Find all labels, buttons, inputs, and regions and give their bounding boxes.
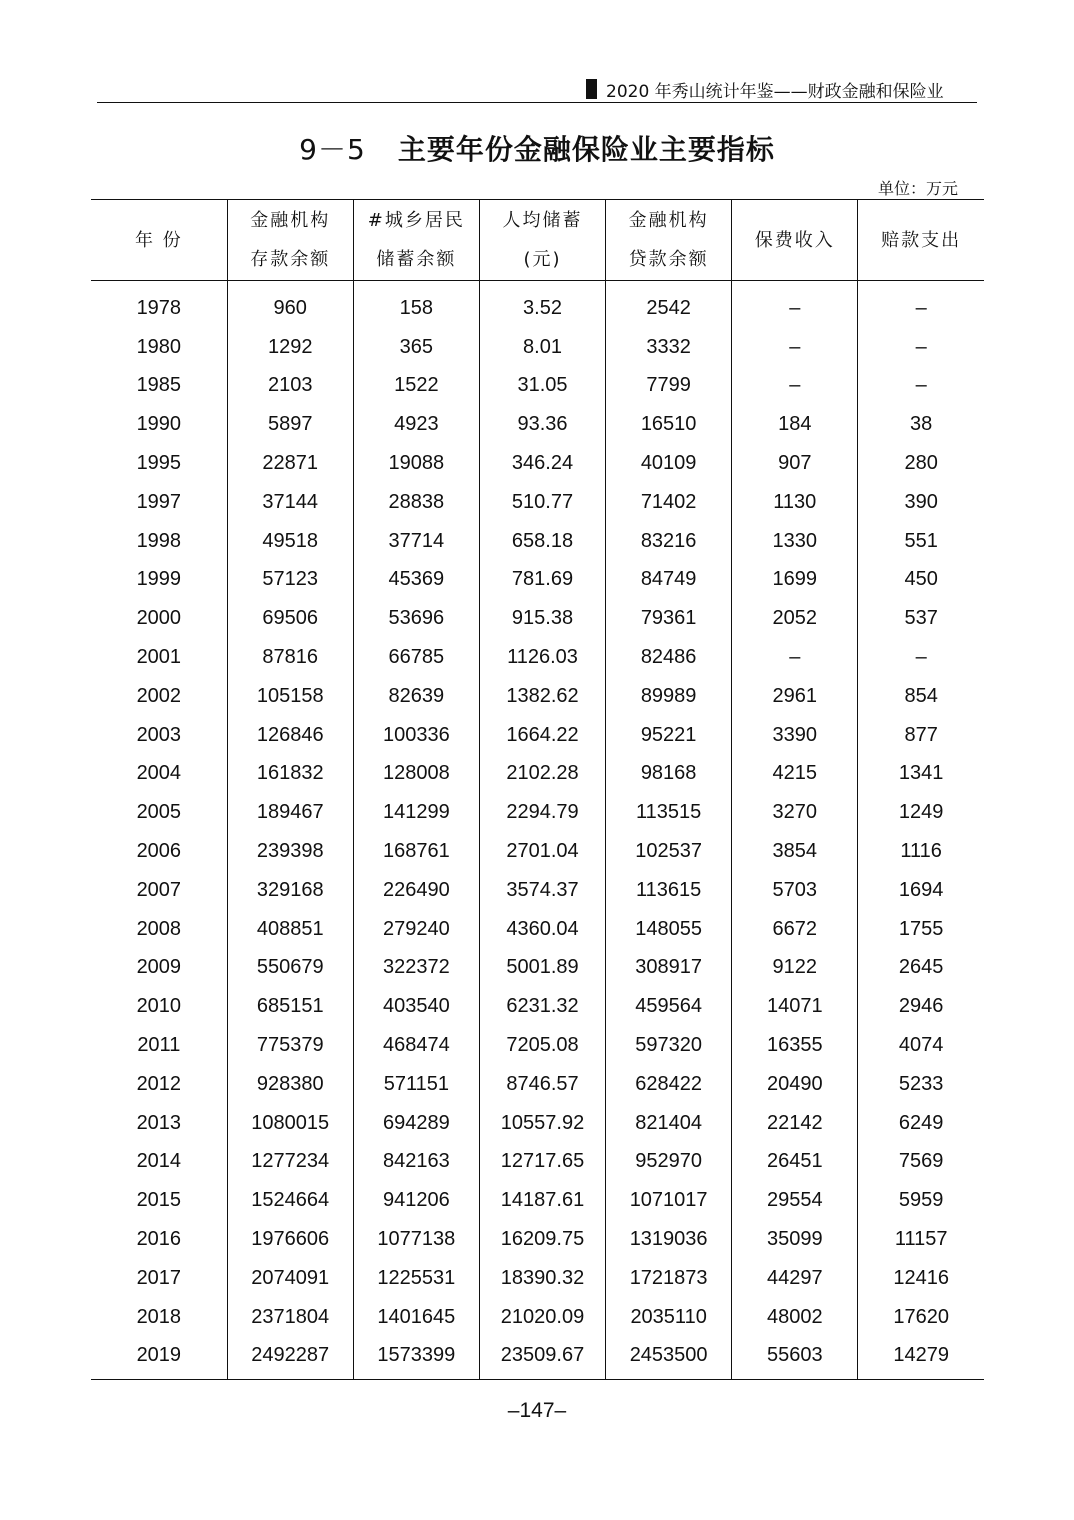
value-cell: 7799 <box>606 367 732 406</box>
year-cell: 2002 <box>136 684 182 707</box>
value-cell: 113515 <box>606 793 732 832</box>
table-row <box>91 716 984 755</box>
value-cell: 189467 <box>227 793 353 832</box>
value-cell: 2701.04 <box>479 832 605 871</box>
value-cell: 390 <box>858 483 984 522</box>
table-row <box>91 755 984 794</box>
column-header <box>353 200 479 281</box>
value-cell: 1277234 <box>227 1143 353 1182</box>
value-cell: 1341 <box>858 755 984 794</box>
value-cell: 19088 <box>353 444 479 483</box>
table-row <box>91 1259 984 1298</box>
year-cell: 2016 <box>136 1228 182 1251</box>
year-cell: 2011 <box>137 1034 181 1057</box>
table-row <box>91 793 984 832</box>
value-cell: 2645 <box>858 949 984 988</box>
table-row <box>91 1026 984 1065</box>
value-cell: 877 <box>858 716 984 755</box>
value-cell: 2103 <box>227 367 353 406</box>
header-row <box>91 200 984 281</box>
value-cell: – <box>858 638 984 677</box>
table-row <box>91 1181 984 1220</box>
value-cell: 571151 <box>353 1065 479 1104</box>
value-cell: 5959 <box>858 1181 984 1220</box>
table-number: 9－5 <box>299 133 366 166</box>
table-row <box>91 328 984 367</box>
year-cell: 2009 <box>136 956 182 979</box>
value-cell: 7205.08 <box>479 1026 605 1065</box>
value-cell: 1522 <box>353 367 479 406</box>
value-cell: 1330 <box>732 522 858 561</box>
value-cell: 158 <box>353 281 479 328</box>
value-cell: 2294.79 <box>479 793 605 832</box>
value-cell: 408851 <box>227 910 353 949</box>
value-cell: 102537 <box>606 832 732 871</box>
year-cell: 1998 <box>136 529 182 552</box>
table-header <box>91 200 984 281</box>
value-cell: 781.69 <box>479 561 605 600</box>
value-cell: 907 <box>732 444 858 483</box>
value-cell: 184 <box>732 405 858 444</box>
value-cell: 226490 <box>353 871 479 910</box>
column-header-line: 储蓄余额 <box>376 249 457 270</box>
value-cell: 53696 <box>353 599 479 638</box>
column-header <box>606 200 732 281</box>
value-cell: 83216 <box>606 522 732 561</box>
year-cell: 1990 <box>136 413 182 436</box>
table-row <box>91 871 984 910</box>
value-cell: – <box>732 281 858 328</box>
table-row <box>91 1220 984 1259</box>
value-cell: 71402 <box>606 483 732 522</box>
year-cell: 2004 <box>136 762 182 785</box>
value-cell: 17620 <box>858 1298 984 1337</box>
value-cell: 40109 <box>606 444 732 483</box>
value-cell: 49518 <box>227 522 353 561</box>
value-cell: 1694 <box>858 871 984 910</box>
value-cell: 14279 <box>858 1337 984 1380</box>
value-cell: 322372 <box>353 949 479 988</box>
table-row <box>91 367 984 406</box>
value-cell: 550679 <box>227 949 353 988</box>
value-cell: 9122 <box>732 949 858 988</box>
year-cell: 2012 <box>136 1072 182 1095</box>
value-cell: 7569 <box>858 1143 984 1182</box>
value-cell: 10557.92 <box>479 1104 605 1143</box>
value-cell: 685151 <box>227 987 353 1026</box>
value-cell: 16355 <box>732 1026 858 1065</box>
value-cell: 37144 <box>227 483 353 522</box>
value-cell: 3270 <box>732 793 858 832</box>
value-cell: 1080015 <box>227 1104 353 1143</box>
column-header <box>227 200 353 281</box>
value-cell: 14187.61 <box>479 1181 605 1220</box>
value-cell: 5703 <box>732 871 858 910</box>
value-cell: 1225531 <box>353 1259 479 1298</box>
value-cell: 12416 <box>858 1259 984 1298</box>
value-cell: 69506 <box>227 599 353 638</box>
value-cell: 11157 <box>858 1220 984 1259</box>
column-header <box>479 200 605 281</box>
value-cell: 8.01 <box>479 328 605 367</box>
value-cell: 18390.32 <box>479 1259 605 1298</box>
value-cell: 20490 <box>732 1065 858 1104</box>
value-cell: 2102.28 <box>479 755 605 794</box>
value-cell: – <box>732 367 858 406</box>
value-cell: 280 <box>858 444 984 483</box>
value-cell: 29554 <box>732 1181 858 1220</box>
value-cell: 161832 <box>227 755 353 794</box>
year-cell: 2019 <box>91 1337 227 1380</box>
value-cell: 98168 <box>606 755 732 794</box>
value-cell: 16510 <box>606 405 732 444</box>
table-row <box>91 483 984 522</box>
value-cell: 279240 <box>353 910 479 949</box>
table-row <box>91 638 984 677</box>
column-header-line: 保费收入 <box>754 229 835 251</box>
year-cell: 1999 <box>136 568 182 591</box>
value-cell: 38 <box>858 405 984 444</box>
value-cell: 82639 <box>353 677 479 716</box>
table-row <box>91 987 984 1026</box>
value-cell: 4923 <box>353 405 479 444</box>
header-block-mark <box>586 79 597 99</box>
value-cell: 1116 <box>858 832 984 871</box>
value-cell: 37714 <box>353 522 479 561</box>
value-cell: 148055 <box>606 910 732 949</box>
year-cell: 2014 <box>136 1150 182 1173</box>
value-cell: 95221 <box>606 716 732 755</box>
value-cell: 6672 <box>732 910 858 949</box>
column-header <box>91 200 227 281</box>
table-row <box>91 1337 984 1380</box>
value-cell: 551 <box>858 522 984 561</box>
value-cell: 960 <box>227 281 353 328</box>
column-header <box>858 200 984 281</box>
value-cell: 1976606 <box>227 1220 353 1259</box>
column-header-line: 存款余额 <box>250 249 331 270</box>
value-cell: 100336 <box>353 716 479 755</box>
table-row <box>91 405 984 444</box>
value-cell: 5233 <box>858 1065 984 1104</box>
table-row <box>91 281 984 328</box>
value-cell: 1721873 <box>606 1259 732 1298</box>
year-cell: 2000 <box>136 607 182 630</box>
value-cell: – <box>858 367 984 406</box>
value-cell: 1664.22 <box>479 716 605 755</box>
value-cell: 775379 <box>227 1026 353 1065</box>
value-cell: 3390 <box>732 716 858 755</box>
value-cell: 128008 <box>353 755 479 794</box>
value-cell: 3332 <box>606 328 732 367</box>
value-cell: 105158 <box>227 677 353 716</box>
value-cell: 89989 <box>606 677 732 716</box>
table-row <box>91 444 984 483</box>
value-cell: 2371804 <box>227 1298 353 1337</box>
value-cell: 6231.32 <box>479 987 605 1026</box>
value-cell: – <box>858 281 984 328</box>
value-cell: 23509.67 <box>479 1337 605 1380</box>
value-cell: 45369 <box>353 561 479 600</box>
value-cell: 55603 <box>732 1337 858 1380</box>
value-cell: – <box>732 328 858 367</box>
value-cell: 842163 <box>353 1143 479 1182</box>
value-cell: 3854 <box>732 832 858 871</box>
value-cell: 952970 <box>606 1143 732 1182</box>
value-cell: 22142 <box>732 1104 858 1143</box>
value-cell: 2035110 <box>606 1298 732 1337</box>
value-cell: 1524664 <box>227 1181 353 1220</box>
year-cell: 1985 <box>136 374 182 397</box>
value-cell: 26451 <box>732 1143 858 1182</box>
value-cell: 2946 <box>858 987 984 1026</box>
value-cell: 510.77 <box>479 483 605 522</box>
value-cell: 1071017 <box>606 1181 732 1220</box>
table-title-text: 主要年份金融保险业主要指标 <box>397 133 775 166</box>
value-cell: 8746.57 <box>479 1065 605 1104</box>
column-header-line: #城乡居民 <box>367 210 465 231</box>
year-cell: 2017 <box>136 1266 182 1289</box>
value-cell: 113615 <box>606 871 732 910</box>
value-cell: 329168 <box>227 871 353 910</box>
value-cell: 35099 <box>732 1220 858 1259</box>
year-cell: 2015 <box>136 1189 182 1212</box>
table-row <box>91 677 984 716</box>
value-cell: 4360.04 <box>479 910 605 949</box>
running-header-text: 2020 年秀山统计年鉴——财政金融和保险业 <box>606 81 944 102</box>
value-cell: 628422 <box>606 1065 732 1104</box>
year-cell: 1997 <box>136 490 182 513</box>
value-cell: 168761 <box>353 832 479 871</box>
value-cell: 239398 <box>227 832 353 871</box>
table-row <box>91 1065 984 1104</box>
value-cell: 16209.75 <box>479 1220 605 1259</box>
value-cell: 1077138 <box>353 1220 479 1259</box>
year-cell: 1978 <box>136 296 182 319</box>
table-title <box>0 128 1074 168</box>
value-cell: 14071 <box>732 987 858 1026</box>
table-row <box>91 599 984 638</box>
value-cell: 468474 <box>353 1026 479 1065</box>
page-number: –147– <box>507 1399 567 1422</box>
value-cell: 84749 <box>606 561 732 600</box>
value-cell: 21020.09 <box>479 1298 605 1337</box>
value-cell: 28838 <box>353 483 479 522</box>
value-cell: 3574.37 <box>479 871 605 910</box>
year-cell: 2018 <box>136 1305 182 1328</box>
value-cell: 450 <box>858 561 984 600</box>
header-rule <box>97 102 977 103</box>
value-cell: 126846 <box>227 716 353 755</box>
running-header <box>586 76 976 102</box>
table-row <box>91 1104 984 1143</box>
value-cell: 1319036 <box>606 1220 732 1259</box>
column-header-line: (元) <box>523 249 562 270</box>
value-cell: 4074 <box>858 1026 984 1065</box>
value-cell: 79361 <box>606 599 732 638</box>
value-cell: 5001.89 <box>479 949 605 988</box>
value-cell: 4215 <box>732 755 858 794</box>
value-cell: 346.24 <box>479 444 605 483</box>
table-row <box>91 949 984 988</box>
value-cell: 2052 <box>732 599 858 638</box>
value-cell: 6249 <box>858 1104 984 1143</box>
value-cell: 821404 <box>606 1104 732 1143</box>
year-cell: 2003 <box>136 723 182 746</box>
value-cell: 403540 <box>353 987 479 1026</box>
table-row <box>91 1143 984 1182</box>
year-cell: 2007 <box>136 878 182 901</box>
value-cell: 2453500 <box>606 1337 732 1380</box>
table-row <box>91 561 984 600</box>
value-cell: – <box>732 638 858 677</box>
value-cell: 12717.65 <box>479 1143 605 1182</box>
year-cell: 2005 <box>136 801 182 824</box>
year-cell: 2001 <box>136 646 182 669</box>
value-cell: 1699 <box>732 561 858 600</box>
column-header <box>732 200 858 281</box>
value-cell: 2542 <box>606 281 732 328</box>
value-cell: 141299 <box>353 793 479 832</box>
finance-insurance-table <box>91 199 984 1380</box>
value-cell: 48002 <box>732 1298 858 1337</box>
value-cell: 941206 <box>353 1181 479 1220</box>
value-cell: 308917 <box>606 949 732 988</box>
value-cell: 57123 <box>227 561 353 600</box>
value-cell: 1292 <box>227 328 353 367</box>
column-header-line: 金融机构 <box>250 210 331 231</box>
value-cell: 87816 <box>227 638 353 677</box>
value-cell: 854 <box>858 677 984 716</box>
value-cell: 31.05 <box>479 367 605 406</box>
value-cell: 915.38 <box>479 599 605 638</box>
year-cell: 2013 <box>136 1111 182 1134</box>
year-cell: 2010 <box>136 995 182 1018</box>
value-cell: 1126.03 <box>479 638 605 677</box>
column-header-line: 年 份 <box>134 229 183 251</box>
value-cell: – <box>858 328 984 367</box>
column-header-line: 贷款余额 <box>628 249 709 270</box>
value-cell: 1382.62 <box>479 677 605 716</box>
value-cell: 44297 <box>732 1259 858 1298</box>
value-cell: 1130 <box>732 483 858 522</box>
value-cell: 365 <box>353 328 479 367</box>
year-cell: 1995 <box>136 452 182 475</box>
value-cell: 459564 <box>606 987 732 1026</box>
table-row <box>91 910 984 949</box>
value-cell: 2492287 <box>227 1337 353 1380</box>
value-cell: 1755 <box>858 910 984 949</box>
table-row <box>91 832 984 871</box>
year-cell: 2006 <box>136 840 182 863</box>
table-row <box>91 522 984 561</box>
value-cell: 1249 <box>858 793 984 832</box>
value-cell: 2074091 <box>227 1259 353 1298</box>
value-cell: 537 <box>858 599 984 638</box>
value-cell: 658.18 <box>479 522 605 561</box>
value-cell: 694289 <box>353 1104 479 1143</box>
table-body <box>91 281 984 1380</box>
value-cell: 3.52 <box>479 281 605 328</box>
table-row <box>91 1298 984 1337</box>
value-cell: 93.36 <box>479 405 605 444</box>
value-cell: 82486 <box>606 638 732 677</box>
value-cell: 928380 <box>227 1065 353 1104</box>
value-cell: 5897 <box>227 405 353 444</box>
column-header-line: 金融机构 <box>628 210 709 231</box>
year-cell: 2008 <box>136 917 182 940</box>
value-cell: 2961 <box>732 677 858 716</box>
value-cell: 66785 <box>353 638 479 677</box>
column-header-line: 赔款支出 <box>881 229 962 251</box>
value-cell: 22871 <box>227 444 353 483</box>
year-cell: 1980 <box>136 335 182 358</box>
unit-label: 单位：万元 <box>877 179 958 198</box>
value-cell: 1573399 <box>353 1337 479 1380</box>
value-cell: 597320 <box>606 1026 732 1065</box>
value-cell: 1401645 <box>353 1298 479 1337</box>
column-header-line: 人均储蓄 <box>502 210 583 231</box>
